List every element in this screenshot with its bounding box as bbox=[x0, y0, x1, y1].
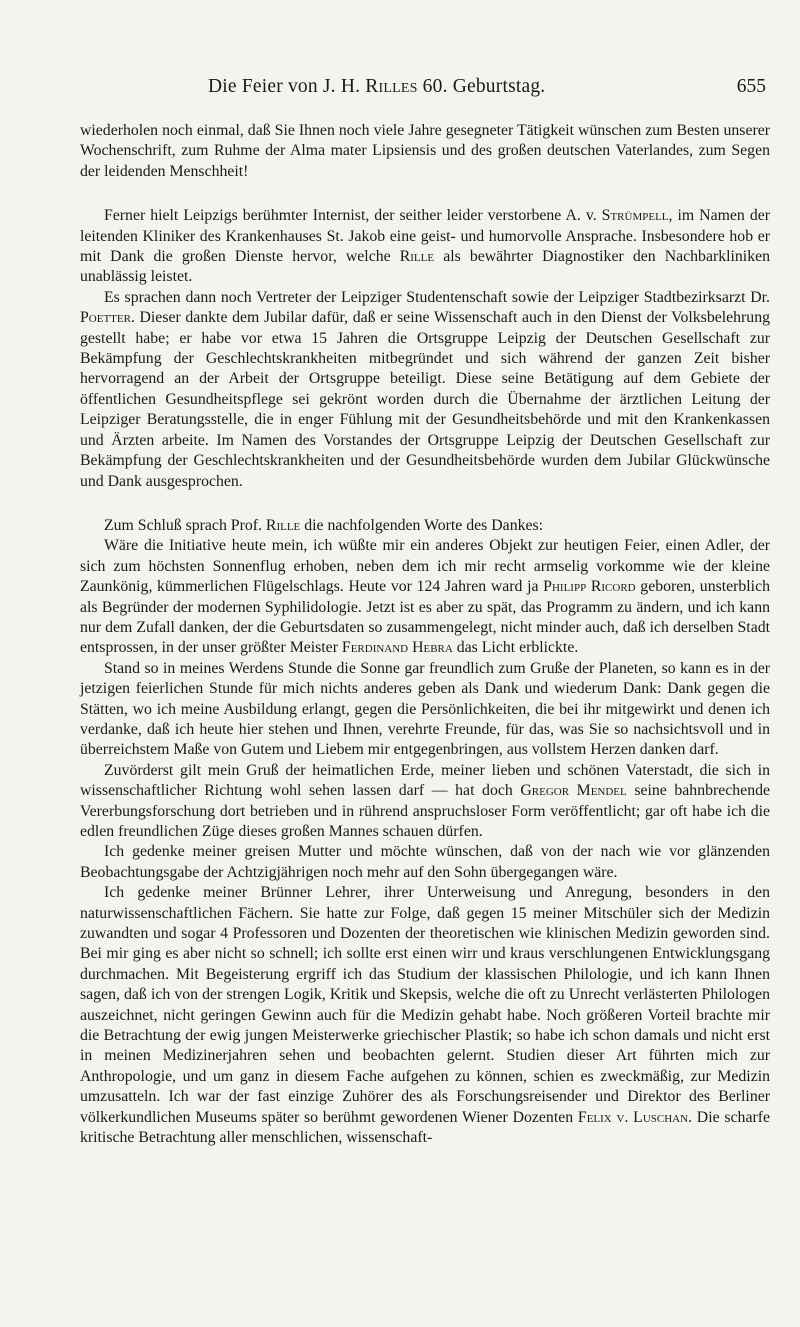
paragraph: Wäre die Initiative heute mein, ich wüßte mir ein anderes Objekt zur heutigen Feier, einen Adler, der sich zum höchsten Sonnenflug erhoben, neben dem ich mir recht armselig vorkomme wie der kleine Zaunkönig, kümmerlichen Flügelschlags. Heute vor 124 Jahren ward ja Philipp Ricord geboren, unsterblich als Begründer der modernen Syphilidologie. Jetzt ist es aber zu spät, das Programm zu ändern, und ich kann nur dem Zufall danken, der die Geburtsdaten so zusammengelegt, nicht minder auch, daß ich derselben Stadt entsprossen, in der unser größter Meister Ferdinand Hebra das Licht erblickte. bbox=[80, 537, 770, 657]
paragraph: Ferner hielt Leipzigs berühmter Internist, der seither leider verstorbene A. v. Strümpell, im Namen der leitenden Kliniker des Krankenhauses St. Jakob eine geist- und humorvolle Ansprache. Insbesondere hob er mit Dank die großen Dienste hervor, welche Rille als bewährter Diagnostiker den Nachbarkliniken unablässig leistet. bbox=[80, 207, 771, 286]
page-header bbox=[80, 76, 766, 106]
body-text bbox=[80, 121, 770, 1149]
person-name: Rille bbox=[399, 248, 435, 266]
paragraph: Zum Schluß sprach Prof. Rille die nachfolgenden Worte des Dankes: bbox=[104, 516, 544, 534]
running-title-name: Rilles bbox=[365, 76, 418, 97]
running-title-pre: Die Feier von J. H. bbox=[208, 76, 366, 97]
person-name: Strümpell bbox=[601, 207, 669, 225]
running-title-post: 60. Geburtstag. bbox=[417, 76, 546, 97]
running-title bbox=[208, 76, 545, 98]
person-name: Poetter bbox=[80, 309, 131, 327]
paragraph: wiederholen noch einmal, daß Sie Ihnen noch viele Jahre gesegneter Tätigkeit wünschen zum Besten unserer Wochenschrift, zum Ruhme der Alma mater Lipsiensis und des großen deutschen Vaterlandes, zum Segen der leidenden Menschheit! bbox=[80, 122, 770, 180]
person-name: Rille bbox=[265, 516, 301, 534]
person-name: Felix v. Luschan bbox=[577, 1108, 689, 1126]
paragraph: Es sprachen dann noch Vertreter der Leipziger Studentenschaft sowie der Leipziger Stadtbezirksarzt Dr. Poetter. Dieser dankte dem Jubilar dafür, daß er seine Wissenschaft auch in den Dienst der Volksbelehrung gestellt habe; er habe vor etwa 15 Jahren die Ortsgruppe Leipzig der Deutschen Gesellschaft zur Bekämpfung der Geschlechtskrankheiten mitbegründet und sich während der ganzen Zeit bisher hervorragend an der Arbeit der Ortsgruppe beteiligt. Diese seine Betätigung auf dem Gebiete der öffentlichen Gesundheitspflege sei gekrönt worden durch die Übernahme der ärztlichen Leitung der Leipziger Beratungsstelle, die in enger Fühlung mit der Gesundheitsbehörde und mit den Krankenkassen und Ärzten arbeite. Im Namen des Vorstandes der Ortsgruppe Leipzig der Deutschen Gesellschaft zur Bekämpfung der Geschlechtskrankheiten und der Gesundheitsbehörde wurden dem Jubilar Glückwünsche und Dank ausgesprochen. bbox=[80, 288, 770, 490]
paragraph: Stand so in meines Werdens Stunde die Sonne gar freundlich zum Gruße der Planeten, so kann es in der jetzigen feierlichen Stunde für mich nichts anderes geben als Dank und wiederum Dank: Dank gegen die Stätten, wo ich meine Ausbildung erlangt, gegen die Persönlichkeiten, die bei ihr mitgewirkt und denen ich verdanke, daß ich heute hier stehen und Ihnen, verehrte Freunde, für das, was Sie so nachsichtsvoll und in überreichstem Maße von Gutem und Liebem mir entgegenbringen, aus vollstem Herzen danken darf. bbox=[80, 659, 770, 759]
paragraph: Ich gedenke meiner greisen Mutter und möchte wünschen, daß von der nach wie vor glänzenden Beobachtungsgabe der Achtzigjährigen noch mehr auf den Sohn übergegangen wäre. bbox=[80, 843, 770, 881]
person-name: Philipp Ricord bbox=[543, 578, 636, 596]
paragraph: Zuvörderst gilt mein Gruß der heimatlichen Erde, meiner lieben und schönen Vaterstadt, die sich in wissenschaftlicher Richtung wohl sehen lassen darf — hat doch Gregor Mendel seine bahnbrechende Vererbungsforschung dort betrieben und in rührend anspruchsloser Form veröffentlicht; gar oft habe ich die edlen freundlichen Züge dieses großen Mannes schauen dürfen. bbox=[80, 761, 771, 840]
paragraph: Ich gedenke meiner Brünner Lehrer, ihrer Unterweisung und Anregung, besonders in den naturwissenschaftlichen Fächern. Sie hatte zur Folge, daß gegen 15 meiner Mitschüler sich der Medizin zuwandten und sogar 4 Professoren und Dozenten der theoretischen wie klinischen Medizin geworden sind. Bei mir ging es aber nicht so schnell; ich sollte erst einen wirr und kraus verschlungenen Entwicklungsgang durchmachen. Mit Begeisterung ergriff ich das Studium der klassischen Philologie, und ich kann Ihnen sagen, daß ich von der strengen Logik, Kritik und Skepsis, welche die oft zu Unrecht verlästerten Philologen auszeichnet, nicht geringen Gewinn auch für die Medizin gehabt habe. Noch größeren Vorteil brachte mir die Betrachtung der ewig jungen Meisterwerke griechischer Plastik; so habe ich schon damals und nicht erst in meinen Medizinerjahren sehen und beobachten gelernt. Studien dieser Art führten mich zur Anthropologie, und um ganz in diesem Fache aufgehen zu können, schien es zweckmäßig, zur Medizin umzusatteln. Ich war der fast einzige Zuhörer des als Forschungsreisender und Direktor des Berliner völkerkundlichen Museums später so berühmt gewordenen Wiener Dozenten Felix v. Luschan. Die scharfe kritische Betrachtung aller menschlichen, wissenschaft- bbox=[80, 884, 770, 1147]
person-name: Ferdinand Hebra bbox=[341, 639, 453, 657]
page-number: 655 bbox=[736, 76, 766, 97]
person-name: Gregor Mendel bbox=[520, 782, 627, 800]
